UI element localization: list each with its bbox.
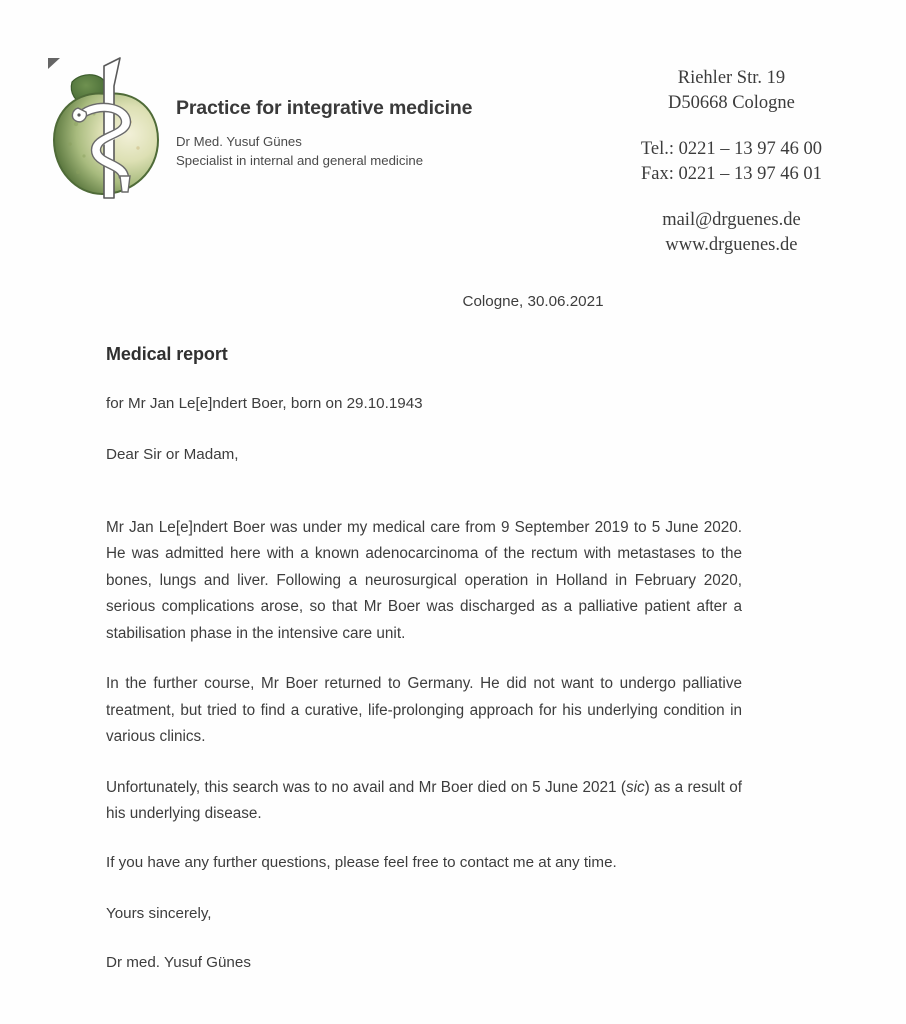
letter-body: [106, 344, 742, 971]
online-contacts: [641, 208, 822, 257]
phone-numbers: [641, 137, 822, 186]
apple-asclepius-staff-logo: [42, 52, 170, 200]
patient-subject-line: for Mr Jan Le[e]ndert Boer, born on 29.10.1943: [106, 395, 423, 412]
salutation: Dear Sir or Madam,: [106, 446, 239, 463]
fax-number: Fax: 0221 – 13 97 46 01: [640, 163, 822, 184]
signature-name: Dr med. Yusuf Günes: [106, 953, 251, 971]
date-line-text: Cologne, 30.06.2021: [462, 293, 604, 310]
address-city: D50668 Cologne: [667, 92, 795, 113]
page-title: Medical report: [106, 344, 228, 364]
valediction: Yours sincerely,: [106, 904, 212, 922]
telephone-number: Tel.: 0221 – 13 97 46 00: [640, 139, 822, 160]
practice-identity: [176, 98, 576, 171]
sic-annotation: sic: [625, 778, 645, 796]
paragraph-3-before-sic: Unfortunately, this search was to no avail and Mr Boer died on 5 June 2021 (: [106, 778, 626, 796]
address-street: Riehler Str. 19: [677, 68, 786, 88]
date-line: [0, 293, 906, 310]
postal-address: [641, 66, 822, 115]
paragraph-3-after-sic: ) as a result of his underlying disease.: [106, 778, 743, 823]
doctor-specialty: Specialist in internal and general medicine: [176, 153, 424, 169]
practice-subtitle: [176, 133, 576, 170]
email-address[interactable]: mail@drguenes.de: [662, 210, 801, 231]
contact-details: [641, 66, 822, 258]
contact-invitation: If you have any further questions, please feel free to contact me at any time.: [106, 853, 617, 871]
doctor-name: Dr Med. Yusuf Günes: [176, 134, 302, 150]
practice-name: Practice for integrative medicine: [176, 97, 473, 119]
body-paragraph-2: In the further course, Mr Boer returned to Germany. He did not want to undergo palliative treatment, but tried to find a curative, life-prolonging approach for his underlying condition in various clinics.: [106, 675, 742, 746]
letterhead: [0, 0, 906, 270]
body-paragraph-3: [106, 775, 742, 828]
body-paragraph-1: Mr Jan Le[e]ndert Boer was under my medical care from 9 September 2019 to 5 June 2020. He was admitted here with a known adenocarcinoma of the rectum with metastases to the bones, lungs and liver. Following a neurosurgical operation in Holland in February 2020, serious complications arose, so that Mr Boer was discharged as a palliative patient after a stabilisation phase in the intensive care unit.: [106, 519, 742, 642]
website-url[interactable]: www.drguenes.de: [665, 234, 798, 255]
